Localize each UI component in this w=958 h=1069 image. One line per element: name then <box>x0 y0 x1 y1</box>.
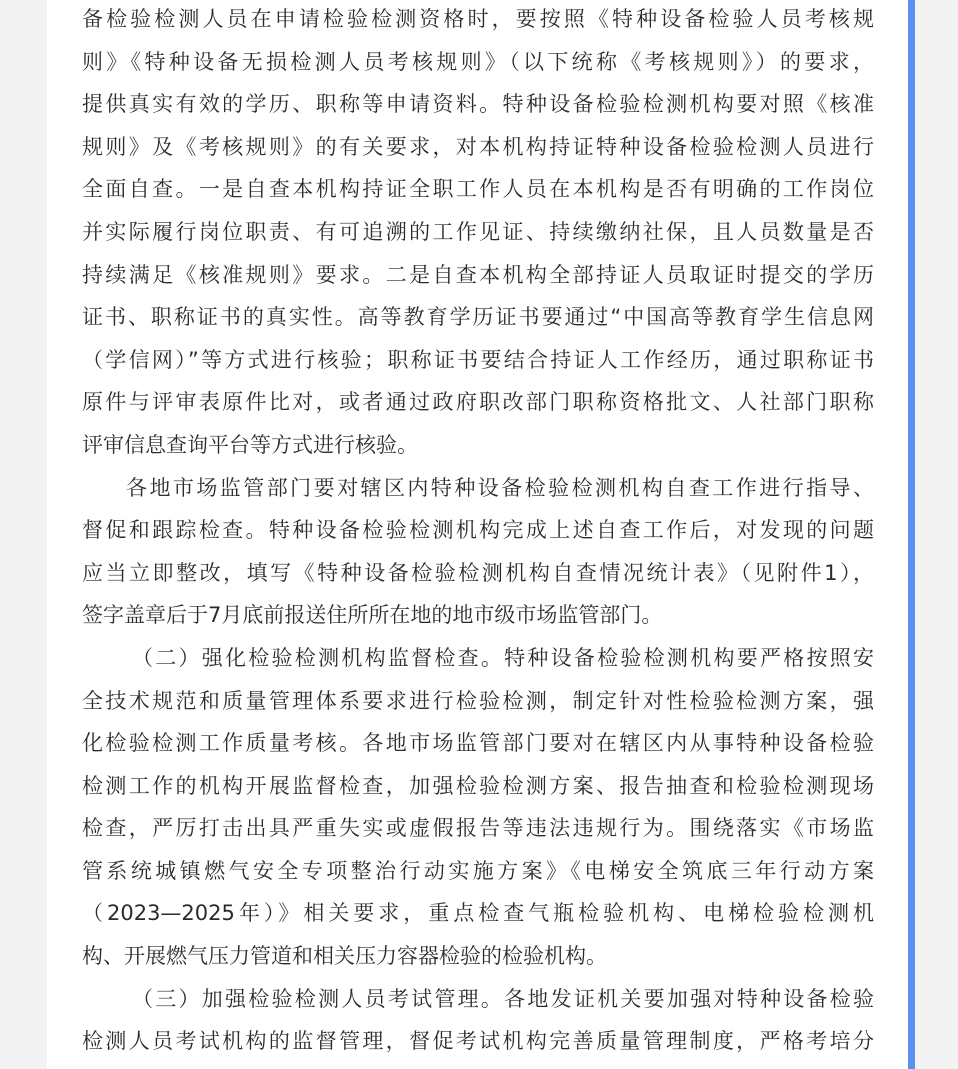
text-line: 检测人员考试机构的监督管理，督促考试机构完善质量管理制度，严格考培分 <box>82 1029 874 1054</box>
scrollbar-accent <box>908 0 915 1069</box>
text-line: 应当立即整改，填写《特种设备检验检测机构自查情况统计表》（见附件1）， <box>82 560 874 585</box>
text-line: 规则》及《考核规则》的有关要求，对本机构持证特种设备检验检测人员进行 <box>82 134 874 159</box>
text-line: 全技术规范和质量管理体系要求进行检验检测，制定针对性检验检测方案，强 <box>82 688 874 713</box>
text-line: 检测工作的机构开展监督检查，加强检验检测方案、报告抽查和检验检测现场 <box>82 773 874 798</box>
article-body <box>82 0 874 1063</box>
text-line: 并实际履行岗位职责、有可追溯的工作见证、持续缴纳社保，且人员数量是否 <box>82 219 874 244</box>
text-line: （学信网）”等方式进行核验；职称证书要结合持证人工作经历，通过职称证书 <box>82 347 874 372</box>
text-line: 检查，严厉打击出具严重失实或虚假报告等违法违规行为。围绕落实《市场监 <box>82 816 874 841</box>
text-line: 督促和跟踪检查。特种设备检验检测机构完成上述自查工作后，对发现的问题 <box>82 518 874 543</box>
text-line: 原件与评审表原件比对，或者通过政府职改部门职称资格批文、人社部门职称 <box>82 390 874 415</box>
text-line: 签字盖章后于7月底前报送住所所在地的地市级市场监管部门。 <box>82 603 663 628</box>
text-line: 评审信息查询平台等方式进行核验。 <box>82 432 418 457</box>
text-line: 持续满足《核准规则》要求。二是自查本机构全部持证人员取证时提交的学历 <box>82 262 874 287</box>
text-line: 备检验检测人员在申请检验检测资格时，要按照《特种设备检验人员考核规 <box>82 7 874 31</box>
text-line: 证书、职称证书的真实性。高等教育学历证书要通过“中国高等教育学生信息网 <box>82 305 874 330</box>
text-line: 构、开展燃气压力管道和相关压力容器检验的检验机构。 <box>82 944 607 969</box>
text-line: 提供真实有效的学历、职称等申请资料。特种设备检验检测机构要对照《核准 <box>82 92 874 117</box>
text-line: （2023—2025年）》相关要求，重点检查气瓶检验机构、电梯检验检测机 <box>82 901 874 926</box>
text-line: 管系统城镇燃气安全专项整治行动实施方案》《电梯安全筑底三年行动方案 <box>82 858 874 883</box>
text-line: 则》《特种设备无损检测人员考核规则》（以下统称《考核规则》）的要求， <box>82 49 874 74</box>
section-heading-line: （二）强化检验检测机构监督检查。特种设备检验检测机构要严格按照安 <box>132 645 874 670</box>
paragraph-first-line: 各地市场监管部门要对辖区内特种设备检验检测机构自查工作进行指导、 <box>126 475 874 500</box>
text-line: 化检验检测工作质量考核。各地市场监管部门要对在辖区内从事特种设备检验 <box>82 731 874 756</box>
text-line: 全面自查。一是自查本机构持证全职工作人员在本机构是否有明确的工作岗位 <box>82 177 874 202</box>
section-heading-line: （三）加强检验检测人员考试管理。各地发证机关要加强对特种设备检验 <box>132 986 874 1011</box>
